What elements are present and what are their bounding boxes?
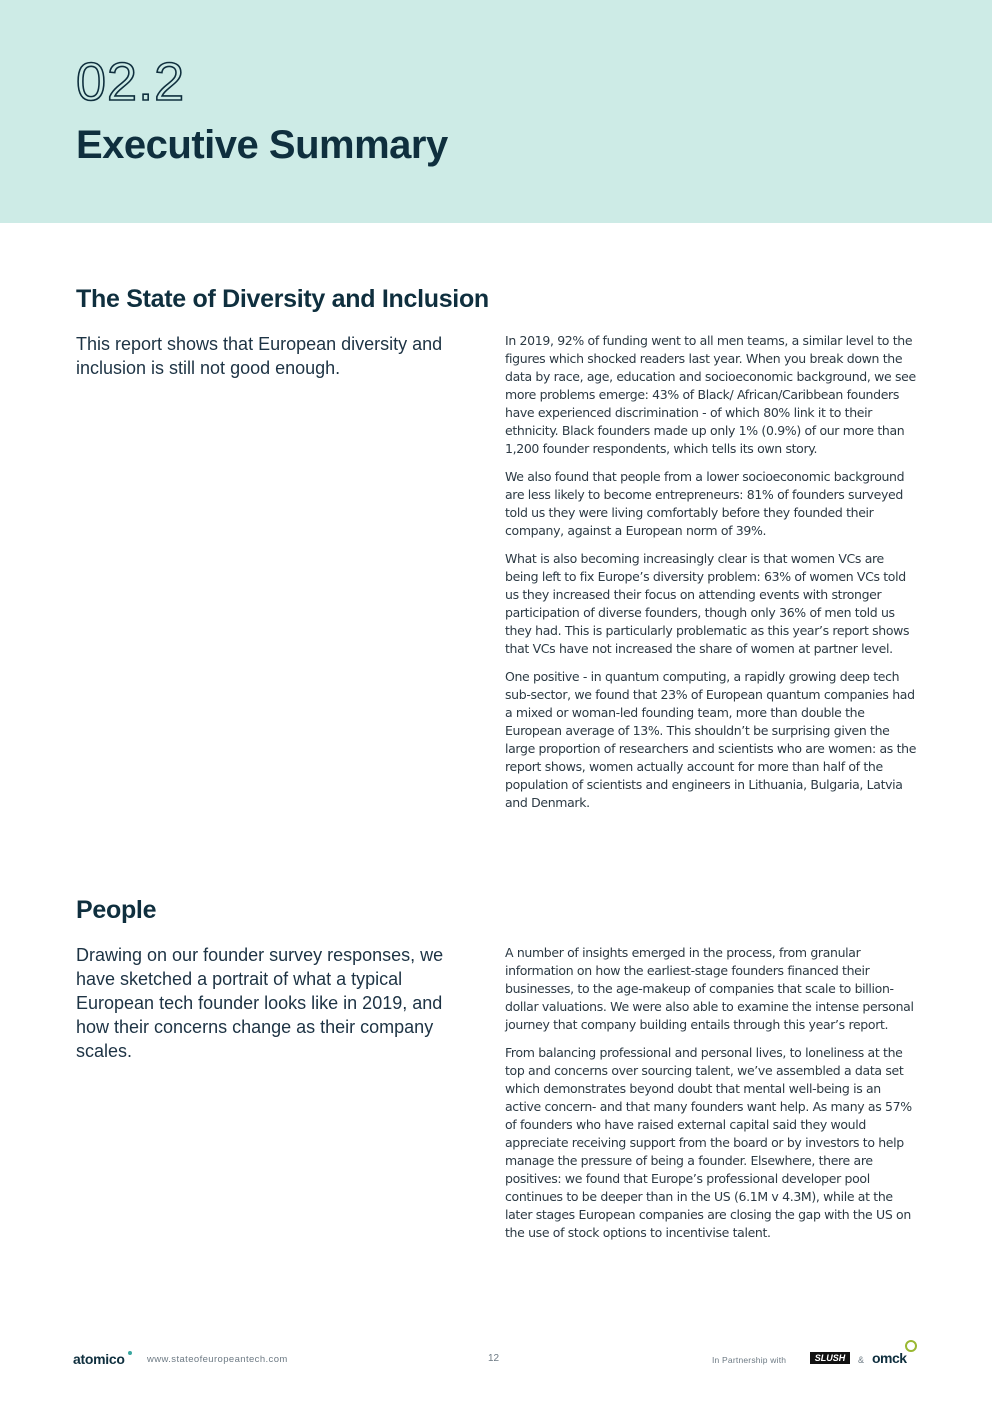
section-body-people	[505, 944, 920, 1252]
section-intro-people	[76, 943, 456, 1063]
header-band	[0, 0, 992, 223]
partner-label: In Partnership with	[712, 1355, 787, 1365]
intro-text: Drawing on our founder survey responses, we have sketched a portrait of what a typical European tech founder looks like in 2019, and how their concerns change as their company scales.	[76, 945, 444, 1061]
page-title: Executive Summary	[76, 123, 448, 167]
intro-text: This report shows that European diversity and inclusion is still not good enough.	[76, 334, 443, 378]
ampersand: &	[858, 1355, 865, 1365]
section-number: 02.2	[76, 52, 186, 112]
body-paragraph: A number of insights emerged in the process, from granular information on how the earliest-stage founders financed their businesses, to the age-makeup of companies that scale to billion-dollar valuations. We were also able to examine the intense personal journey that company building entails through this year’s report.	[505, 945, 914, 1032]
omck-ring-icon	[905, 1340, 917, 1352]
atomico-logo-dot-icon	[128, 1351, 132, 1355]
body-paragraph: We also found that people from a lower socioeconomic background are less likely to become entrepreneurs: 81% of founders surveyed told us they were living comfortably before they founded their company, against a European norm of 39%.	[505, 469, 905, 538]
section-heading-diversity: The State of Diversity and Inclusion	[76, 285, 489, 313]
body-paragraph: In 2019, 92% of funding went to all men teams, a similar level to the figures which shocked readers last year. When you break down the data by race, age, education and socioeconomic background, we see more problems emerge: 43% of Black/ African/Caribbean founders have experienced discrimination - of which 80% link it to their ethnicity. Black founders made up only 1% (0.9%) of our more than 1,200 founder respondents, which tells its own story.	[505, 333, 916, 456]
footer-url[interactable]: www.stateofeuropeantech.com	[147, 1354, 288, 1365]
body-paragraph: From balancing professional and personal lives, to loneliness at the top and concerns over sourcing talent, we’ve assembled a data set which demonstrates beyond doubt that mental well-being is an active concern- and that many founders want help. As many as 57% of founders who have raised external capital said they would appreciate receiving support from the board or by investors to help manage the pressure of being a founder. Elsewhere, there are positives: we found that Europe’s professional developer pool continues to be deeper than in the US (6.1M v 4.3M), while at the later stages European companies are closing the gap with the US on the use of stock options to incentivise talent.	[505, 1045, 912, 1240]
section-body-diversity	[505, 332, 920, 822]
slush-logo: SLUSH	[810, 1352, 850, 1364]
section-heading-people: People	[76, 896, 157, 924]
body-paragraph: What is also becoming increasingly clear is that women VCs are being left to fix Europe’s diversity problem: 63% of women VCs told us they increased their focus on attending events with stronger participation of diverse founders, though only 36% of men told us they had. This is particularly problematic as this year’s report shows that VCs have not increased the share of women at partner level.	[505, 551, 910, 656]
atomico-logo: atomico	[73, 1351, 125, 1367]
page-number: 12	[488, 1353, 500, 1364]
section-intro-diversity	[76, 332, 456, 380]
body-paragraph: One positive - in quantum computing, a rapidly growing deep tech sub-sector, we found that 23% of European quantum companies had a mixed or woman-led founding team, more than double the European average of 13%. This shouldn’t be surprising given the large proportion of researchers and scientists who are women: as the report shows, women actually account for more than half of the population of scientists and engineers in Lithuania, Bulgaria, Latvia and Denmark.	[505, 669, 917, 810]
omck-logo: omck	[872, 1350, 907, 1366]
footer	[0, 1340, 992, 1380]
